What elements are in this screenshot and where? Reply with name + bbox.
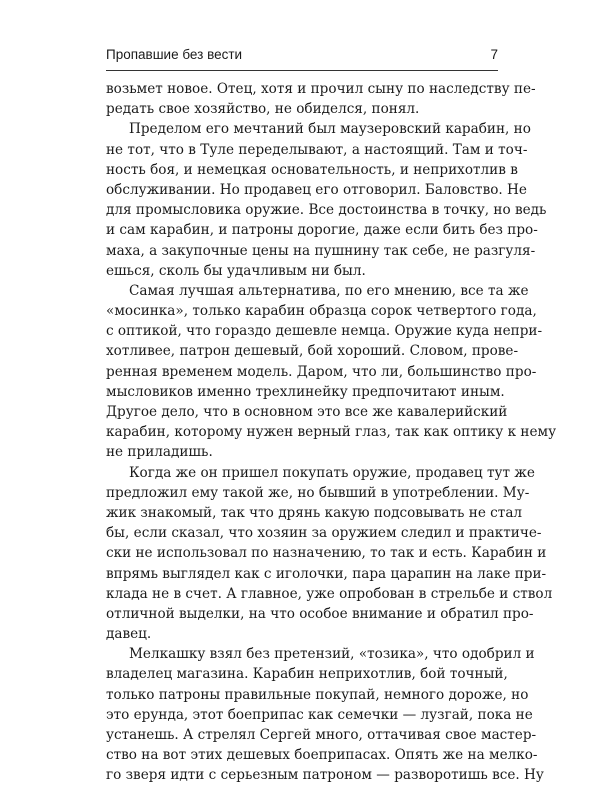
text-line: возьмет новое. Отец, хотя и прочил сыну по наследству пе-	[106, 81, 536, 97]
text-line: жик знакомый, так что дрянь какую подсовывать не стал	[106, 504, 523, 521]
text-line: клада не в счет. А главное, уже опробован в стрельбе и ствол	[106, 585, 553, 602]
text-line: не приладишь.	[106, 444, 213, 461]
text-line: ство на вот этих дешевых боеприпасах. Опять же на мелко-	[106, 747, 538, 764]
text-line: и сам карабин, и патроны дорогие, даже если бить без про-	[106, 222, 538, 239]
text-line: с оптикой, что гораздо дешевле немца. Оружие куда непри-	[106, 323, 543, 340]
running-header	[106, 44, 498, 66]
paragraph	[106, 119, 547, 281]
text-line: предложил ему такой же, но бывший в употреблении. Му-	[106, 484, 530, 501]
text-line: давец.	[106, 626, 152, 643]
text-line: мысловиков именно трехлинейку предпочитают иным.	[106, 383, 505, 400]
text-line: это ерунда, этот боеприпас как семечки — лузгай, пока не	[106, 706, 533, 723]
running-header-title: Пропавшие без вести	[106, 47, 243, 62]
text-line: Когда же он пришел покупать оружие, продавец тут же	[129, 464, 535, 481]
text-line: владелец магазина. Карабин неприхотлив, бой точный,	[106, 666, 508, 683]
header-divider	[106, 70, 498, 71]
text-line: редать свое хозяйство, не обиделся, понял.	[106, 101, 420, 118]
text-line: хотливее, патрон дешевый, бой хороший. Словом, прове-	[106, 343, 519, 360]
text-line: карабин, которому нужен верный глаз, так как оптику к нему	[106, 424, 557, 441]
page-number: 7	[490, 47, 498, 62]
text-line: маха, а закупочные цены на пушнину так себе, не разгуля-	[106, 242, 536, 259]
text-line: впрямь выглядел как с иголочки, пара царапин на лаке при-	[106, 565, 547, 582]
text-line: только патроны правильные покупай, немного дороже, но	[106, 686, 529, 703]
paragraph	[106, 281, 557, 463]
text-line: Другое дело, что в основном это все же кавалерийский	[106, 404, 508, 420]
text-line: го зверя идти с серьезным патроном — разворотишь все. Ну	[106, 767, 544, 784]
text-line: ешься, сколь бы удачливым ни был.	[106, 262, 366, 279]
text-line: Пределом его мечтаний был маузеровский карабин, но	[129, 121, 531, 138]
text-line: не тот, что в Туле переделывают, а настоящий. Там и точ-	[106, 141, 528, 158]
text-line: Мелкашку взял без претензий, «тозика», что одобрил и	[129, 646, 535, 663]
text-line: Самая лучшая альтернатива, по его мнению, все та же	[129, 282, 529, 299]
text-line: ски не использовал по назначению, то так и есть. Карабин и	[106, 545, 547, 562]
text-line: отличной выделки, на что особое внимание и обратил про-	[106, 605, 534, 622]
text-line: ность боя, и немецкая основательность, и неприхотлив в	[106, 161, 518, 178]
text-line: бы, если сказал, что хозяин за оружием следил и практиче-	[106, 525, 542, 542]
paragraph	[106, 644, 544, 785]
text-line: для промысловика оружие. Все достоинства в точку, но ведь	[106, 202, 547, 219]
paragraph	[106, 463, 553, 645]
paragraph	[106, 79, 536, 119]
text-line: ренная временем модель. Даром, что ли, большинство про-	[106, 363, 537, 380]
text-line: устанешь. А стрелял Сергей много, оттачивая свое мастер-	[106, 727, 537, 743]
body-text	[106, 79, 557, 786]
text-line: обслуживании. Но продавец его отговорил. Баловство. Не	[106, 181, 527, 198]
text-line: «мосинка», только карабин образца сорок четвертого года,	[106, 303, 537, 320]
